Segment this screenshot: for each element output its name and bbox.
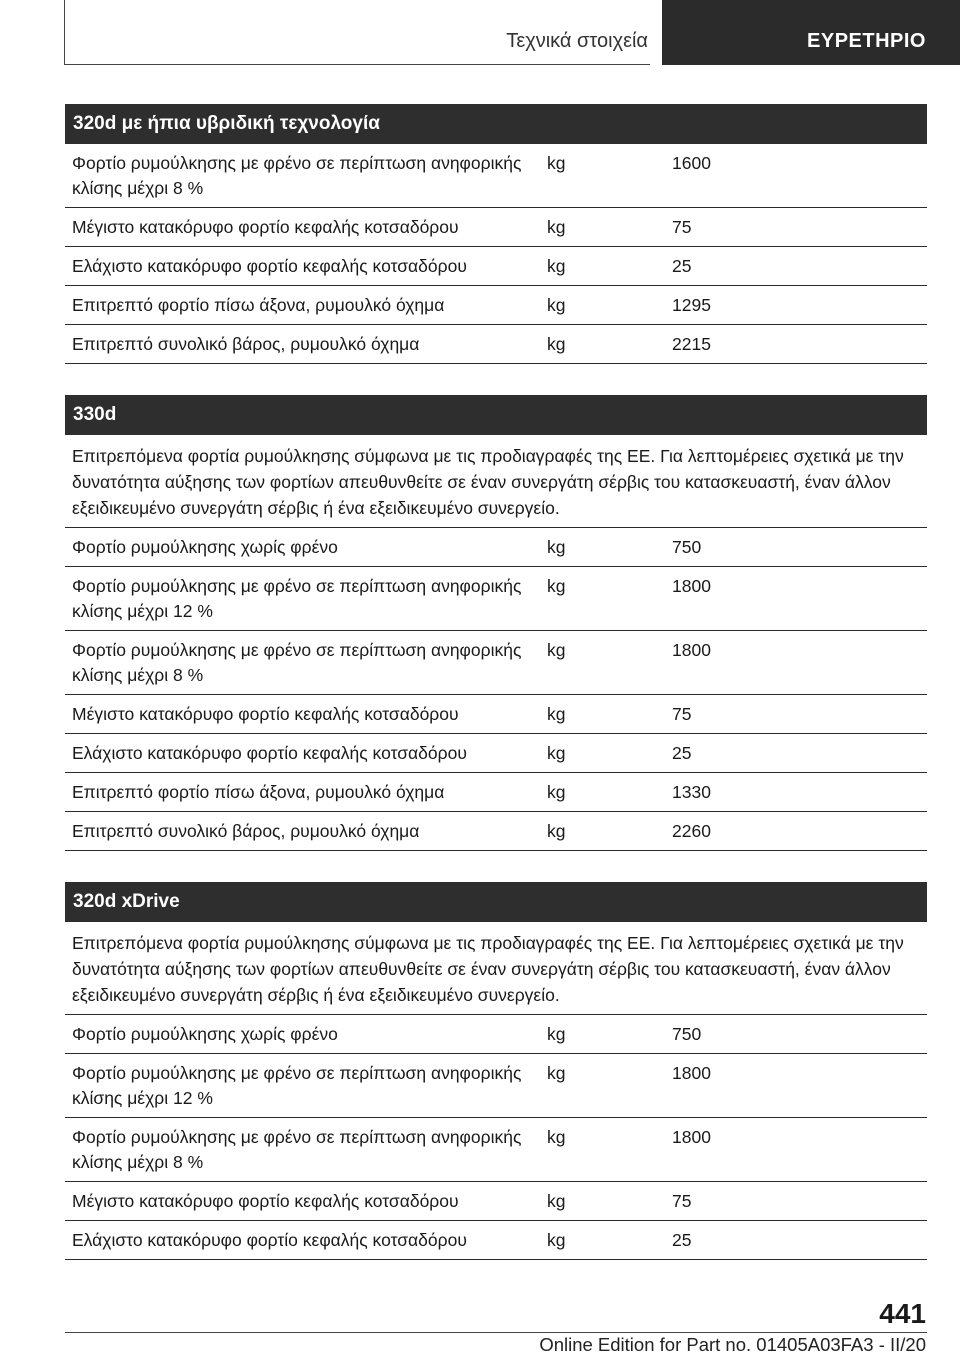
table-row [65, 208, 927, 247]
row-label: Φορτίο ρυμούλκησης με φρένο σε περίπτωση ανηφορικής κλίσης μέχρι 8 % [72, 1127, 522, 1172]
row-unit: kg [547, 1230, 566, 1250]
row-value: 1330 [672, 782, 711, 802]
row-value: 2215 [672, 334, 711, 354]
row-unit: kg [547, 704, 566, 724]
index-tab[interactable]: ΕΥΡΕΤΗΡΙΟ [662, 0, 960, 65]
table-row [65, 144, 927, 208]
table-row [65, 1182, 927, 1221]
table-row [65, 631, 927, 695]
table-row [65, 1118, 927, 1182]
table-row [65, 528, 927, 567]
header-bottom-rule [64, 64, 650, 65]
row-label: Φορτίο ρυμούλκησης με φρένο σε περίπτωση ανηφορικής κλίσης μέχρι 8 % [72, 153, 522, 198]
table-row [65, 247, 927, 286]
table-row [65, 734, 927, 773]
table-row [65, 773, 927, 812]
row-value: 750 [672, 1024, 702, 1044]
row-value: 25 [672, 256, 692, 276]
row-unit: kg [547, 640, 566, 660]
row-label: Μέγιστο κατακόρυφο φορτίο κεφαλής κοτσαδόρου [72, 217, 459, 237]
row-unit: kg [547, 782, 566, 802]
table-row [65, 325, 927, 364]
row-value: 25 [672, 743, 692, 763]
row-value: 75 [672, 217, 692, 237]
page-footer [0, 1290, 960, 1362]
row-unit: kg [547, 743, 566, 763]
table-row [65, 1221, 927, 1260]
footer-rule [65, 1332, 927, 1333]
row-unit: kg [547, 217, 566, 237]
edition-line: Online Edition for Part no. 01405A03FA3 - II/20 [539, 1334, 926, 1355]
row-value: 25 [672, 1230, 692, 1250]
row-label: Φορτίο ρυμούλκησης με φρένο σε περίπτωση ανηφορικής κλίσης μέχρι 12 % [72, 576, 522, 621]
row-value: 1800 [672, 640, 711, 660]
row-value: 1295 [672, 295, 711, 315]
row-value: 2260 [672, 821, 711, 841]
row-label: Φορτίο ρυμούλκησης χωρίς φρένο [72, 1024, 338, 1044]
row-unit: kg [547, 821, 566, 841]
row-value: 1800 [672, 1063, 711, 1083]
section-title: 320d με ήπια υβριδική τεχνολογία [65, 104, 927, 144]
table-row [65, 567, 927, 631]
section-320d-mild-hybrid [65, 104, 927, 364]
table-row [65, 286, 927, 325]
spec-content [65, 104, 927, 1291]
section-title: 320d xDrive [65, 882, 927, 922]
section-tab[interactable]: Τεχνικά στοιχεία [506, 30, 648, 52]
row-unit: kg [547, 1024, 566, 1044]
table-row [65, 812, 927, 851]
row-label: Φορτίο ρυμούλκησης με φρένο σε περίπτωση ανηφορικής κλίσης μέχρι 8 % [72, 640, 522, 685]
page-header [0, 0, 960, 66]
row-label: Ελάχιστο κατακόρυφο φορτίο κεφαλής κοτσαδόρου [72, 256, 467, 276]
section-title: 330d [65, 395, 927, 435]
table-row [65, 695, 927, 734]
row-label: Επιτρεπτό συνολικό βάρος, ρυμουλκό όχημα [72, 821, 420, 841]
section-note: Επιτρεπόμενα φορτία ρυμούλκησης σύμφωνα με τις προδιαγραφές της ΕΕ. Για λεπτομέρειες σχετικά με την δυνατότητα αύξησης των φορτίων απευθυνθείτε σε έναν συνεργάτη σέρβις του κατασκευαστή, έναν άλλον εξειδικευμένο συνεργάτη σέρβις ή ένα εξειδικευμένο συνεργείο. [65, 922, 927, 1015]
row-unit: kg [547, 537, 566, 557]
row-value: 75 [672, 1191, 692, 1211]
row-unit: kg [547, 295, 566, 315]
page-number: 441 [879, 1298, 926, 1329]
row-unit: kg [547, 256, 566, 276]
row-unit: kg [547, 1191, 566, 1211]
row-unit: kg [547, 576, 566, 596]
row-value: 75 [672, 704, 692, 724]
row-value: 750 [672, 537, 702, 557]
table-row [65, 1015, 927, 1054]
row-value: 1800 [672, 576, 711, 596]
row-value: 1800 [672, 1127, 711, 1147]
row-label: Μέγιστο κατακόρυφο φορτίο κεφαλής κοτσαδόρου [72, 1191, 459, 1211]
row-label: Φορτίο ρυμούλκησης χωρίς φρένο [72, 537, 338, 557]
row-label: Επιτρεπτό φορτίο πίσω άξονα, ρυμουλκό όχημα [72, 295, 445, 315]
row-value: 1600 [672, 153, 711, 173]
row-unit: kg [547, 334, 566, 354]
row-label: Επιτρεπτό συνολικό βάρος, ρυμουλκό όχημα [72, 334, 420, 354]
row-unit: kg [547, 1127, 566, 1147]
section-note: Επιτρεπόμενα φορτία ρυμούλκησης σύμφωνα με τις προδιαγραφές της ΕΕ. Για λεπτομέρειες σχετικά με την δυνατότητα αύξησης των φορτίων απευθυνθείτε σε έναν συνεργάτη σέρβις του κατασκευαστή, έναν άλλον εξειδικευμένο συνεργάτη σέρβις ή ένα εξειδικευμένο συνεργείο. [65, 435, 927, 528]
section-330d [65, 395, 927, 851]
table-row [65, 1054, 927, 1118]
section-320d-xdrive [65, 882, 927, 1260]
row-label: Ελάχιστο κατακόρυφο φορτίο κεφαλής κοτσαδόρου [72, 743, 467, 763]
row-label: Φορτίο ρυμούλκησης με φρένο σε περίπτωση ανηφορικής κλίσης μέχρι 12 % [72, 1063, 522, 1108]
row-unit: kg [547, 153, 566, 173]
row-label: Μέγιστο κατακόρυφο φορτίο κεφαλής κοτσαδόρου [72, 704, 459, 724]
row-label: Ελάχιστο κατακόρυφο φορτίο κεφαλής κοτσαδόρου [72, 1230, 467, 1250]
row-label: Επιτρεπτό φορτίο πίσω άξονα, ρυμουλκό όχημα [72, 782, 445, 802]
row-unit: kg [547, 1063, 566, 1083]
